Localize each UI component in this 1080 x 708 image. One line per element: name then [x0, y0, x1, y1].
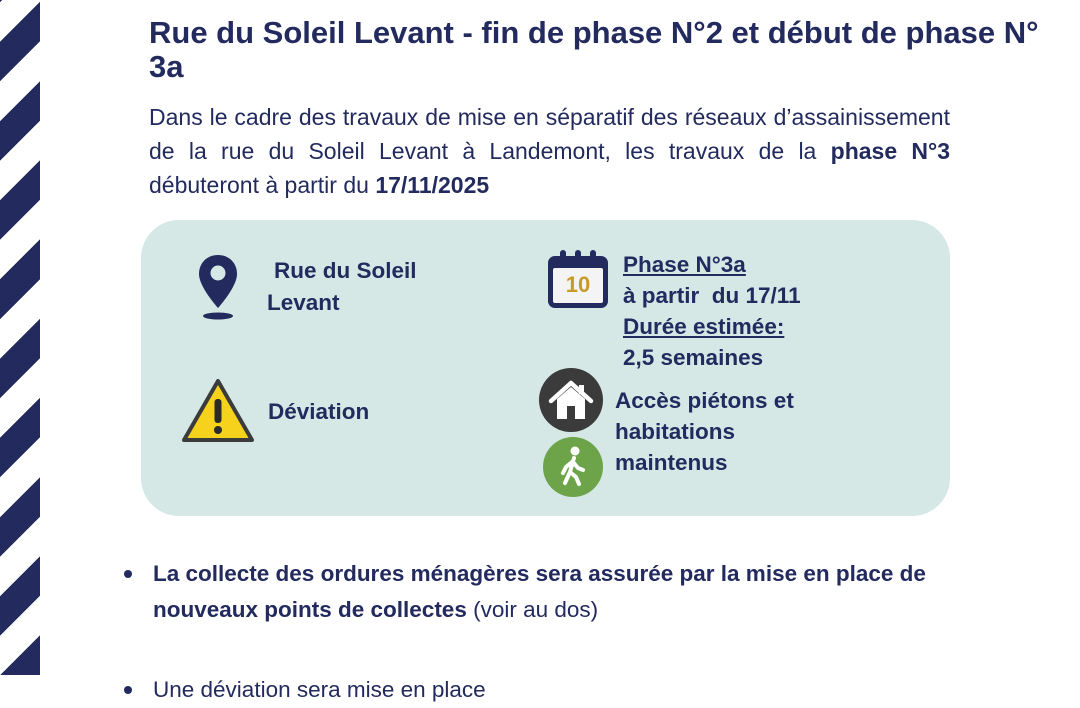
bullet-collecte-note: (voir au dos) [466, 597, 599, 622]
bullet-deviation [124, 672, 1004, 708]
intro-date: 17/11/2025 [375, 172, 490, 198]
striped-border [0, 0, 40, 675]
location-line-2: Levant [267, 290, 340, 315]
pedestrian-icon [543, 437, 603, 497]
page-title: Rue du Soleil Levant - fin de phase N°2 et début de phase N° 3a [149, 15, 1039, 84]
location-line-1: Rue du Soleil [274, 258, 417, 283]
warning-icon [181, 378, 255, 444]
access-line-3: maintenus [615, 450, 728, 475]
phase-start: à partir du 17/11 [623, 283, 801, 308]
phase-title: Phase N°3a [623, 252, 746, 277]
duration-value: 2,5 semaines [623, 345, 764, 370]
intro-phase: phase N°3 [830, 138, 950, 164]
intro-paragraph [149, 100, 950, 202]
intro-text-2: débuteront à partir du [149, 172, 376, 198]
bullet-collecte-bold: La collecte des ordures ménagères sera assurée par la mise en place de nouveaux points de collectes [153, 561, 926, 622]
bullet-deviation-text: Une déviation sera mise en place [153, 677, 486, 702]
access-line-2: habitations [615, 419, 736, 444]
calendar-day: 10 [565, 272, 591, 297]
info-bullets [124, 556, 1004, 708]
bullet-collecte [124, 556, 1004, 628]
intro-text-1: Dans le cadre des travaux de mise en séparatif des réseaux d’assainissement de la rue du Soleil Levant à Landemont, les travaux de la [149, 104, 950, 164]
access-line-1: Accès piétons et [615, 388, 794, 413]
calendar-icon [546, 248, 610, 310]
map-pin-icon [195, 252, 241, 322]
house-icon [539, 368, 603, 432]
duration-label: Durée estimée: [623, 314, 785, 339]
deviation-label: Déviation [268, 399, 370, 424]
